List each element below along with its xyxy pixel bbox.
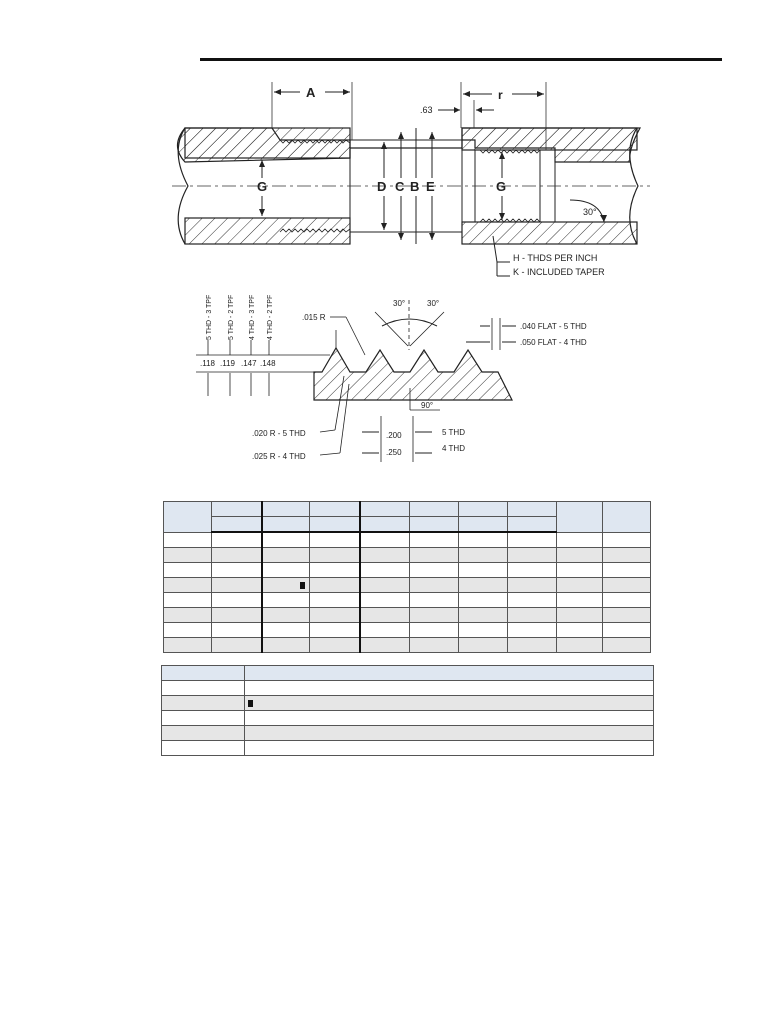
table-row: [164, 623, 651, 638]
table-row: [162, 711, 654, 726]
header-cell: [310, 502, 360, 517]
dim-63-label: .63: [420, 105, 433, 115]
header-cell: [262, 517, 310, 533]
table-row: [164, 593, 651, 608]
header-cell: [212, 502, 262, 517]
connection-drawing: [0, 0, 768, 480]
radius-015: .015 R: [302, 313, 326, 322]
lower-wall-left: [185, 218, 350, 244]
table-row: [162, 681, 654, 696]
dim-c: C: [395, 179, 405, 194]
tpf-value-4: .148: [260, 359, 276, 368]
angle-90: 90°: [421, 401, 434, 410]
header-cell: [508, 502, 557, 517]
pitch-4thd: 4 THD: [442, 444, 465, 453]
table-row: [164, 578, 651, 593]
header-cell: [310, 517, 360, 533]
cell-marker: [300, 582, 305, 589]
header-cell: [360, 502, 410, 517]
table-row: [164, 532, 651, 548]
header-cell: [410, 517, 459, 533]
header-cell: [262, 502, 310, 517]
tpf-label-3: 4 THD - 3 TPF: [249, 294, 256, 340]
dim-e: E: [426, 179, 435, 194]
header-cell: [410, 502, 459, 517]
dim-b: B: [410, 179, 420, 194]
pitch-5thd: 5 THD: [442, 428, 465, 437]
upper-wall-right: [462, 128, 637, 150]
tpf-value-1: .118: [200, 359, 215, 368]
dim-g-left: G: [257, 179, 268, 194]
tpf-value-3: .147: [241, 359, 257, 368]
header-cell: [164, 502, 212, 533]
header-cell: [557, 502, 603, 533]
table-row: [164, 563, 651, 578]
angle-30-right: 30°: [427, 299, 440, 308]
lower-wall-right: [462, 222, 637, 244]
tpf-label-1: 5 THD - 3 TPF: [206, 294, 213, 340]
table-row: [164, 638, 651, 653]
table-row: [162, 696, 654, 711]
notes-table: [161, 665, 654, 756]
radius-020: .020 R - 5 THD: [252, 429, 306, 438]
angle-30-bore: 30°: [583, 207, 597, 217]
dim-a-label: A: [306, 85, 316, 100]
header-cell: [603, 502, 651, 533]
h-note: H - THDS PER INCH: [513, 253, 598, 263]
header-cell: [360, 517, 410, 533]
dim-r-label: r: [498, 88, 503, 102]
dimensions-table: [163, 501, 651, 653]
table-row: [164, 608, 651, 623]
radius-025: .025 R - 4 THD: [252, 452, 306, 461]
tpf-label-2: 5 THD - 2 TPF: [228, 294, 235, 340]
dim-d: D: [377, 179, 387, 194]
tpf-value-2: .119: [220, 359, 235, 368]
pitch-200: .200: [386, 431, 402, 440]
table-row: [162, 726, 654, 741]
table-header-row: [162, 666, 654, 681]
header-cell: [459, 502, 508, 517]
table-row: [162, 741, 654, 756]
pitch-250: .250: [386, 448, 402, 457]
header-cell: [212, 517, 262, 533]
flat-040: .040 FLAT - 5 THD: [520, 322, 587, 331]
flat-050: .050 FLAT - 4 THD: [520, 338, 587, 347]
header-cell: [508, 517, 557, 533]
table-row: [164, 548, 651, 563]
cell-marker: [248, 700, 253, 707]
header-cell: [459, 517, 508, 533]
tpf-label-4: 4 THD - 2 TPF: [267, 294, 274, 340]
thread-profile: [314, 348, 512, 400]
k-note: K - INCLUDED TAPER: [513, 267, 605, 277]
angle-30-left: 30°: [393, 299, 406, 308]
dim-g-right: G: [496, 179, 507, 194]
